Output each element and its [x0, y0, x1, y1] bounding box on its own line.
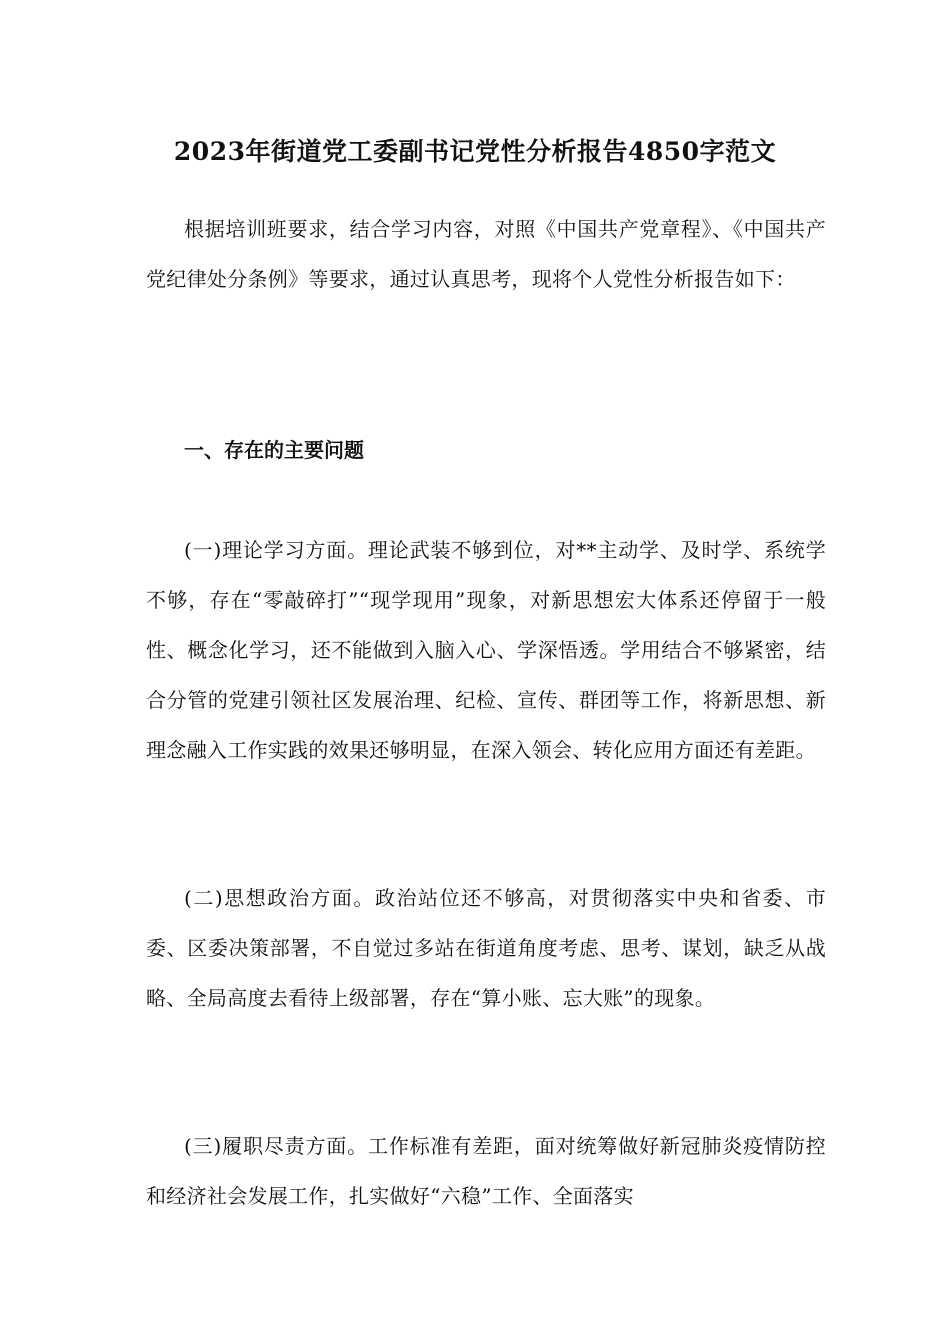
paragraph-theory-study: (一)理论学习方面。理论武装不够到位，对**主动学、及时学、系统学不够，存在“零敲碎打”“现学现用”现象，对新思想宏大体系还停留于一般性、概念化学习，还不能做到入脑入心、学深悟透。学用结合不够紧密，结合分管的党建引领社区发展治理、纪检、宣传、群团等工作，将新思想、新理念融入工作实践的效果还够明显，在深入领会、转化应用方面还有差距。 — [146, 538, 826, 762]
paragraph-political-thought: (二)思想政治方面。政治站位还不够高，对贯彻落实中央和省委、市委、区委决策部署，不自觉过多站在街道角度考虑、思考、谋划，缺乏从战略、全局高度去看待上级部署，存在“算小账、忘大账”的现象。 — [146, 886, 826, 1010]
section-heading: 一、存在的主要问题 — [184, 438, 364, 462]
intro-paragraph: 根据培训班要求，结合学习内容，对照《中国共产党章程》、《中国共产党纪律处分条例》等要求，通过认真思考，现将个人党性分析报告如下： — [146, 217, 826, 291]
paragraph-duty-performance: (三)履职尽责方面。工作标准有差距，面对统筹做好新冠肺炎疫情防控和经济社会发展工作，扎实做好“六稳”工作、全面落实 — [146, 1134, 826, 1208]
document-title: 2023年街道党工委副书记党性分析报告4850字范文 — [173, 137, 777, 166]
